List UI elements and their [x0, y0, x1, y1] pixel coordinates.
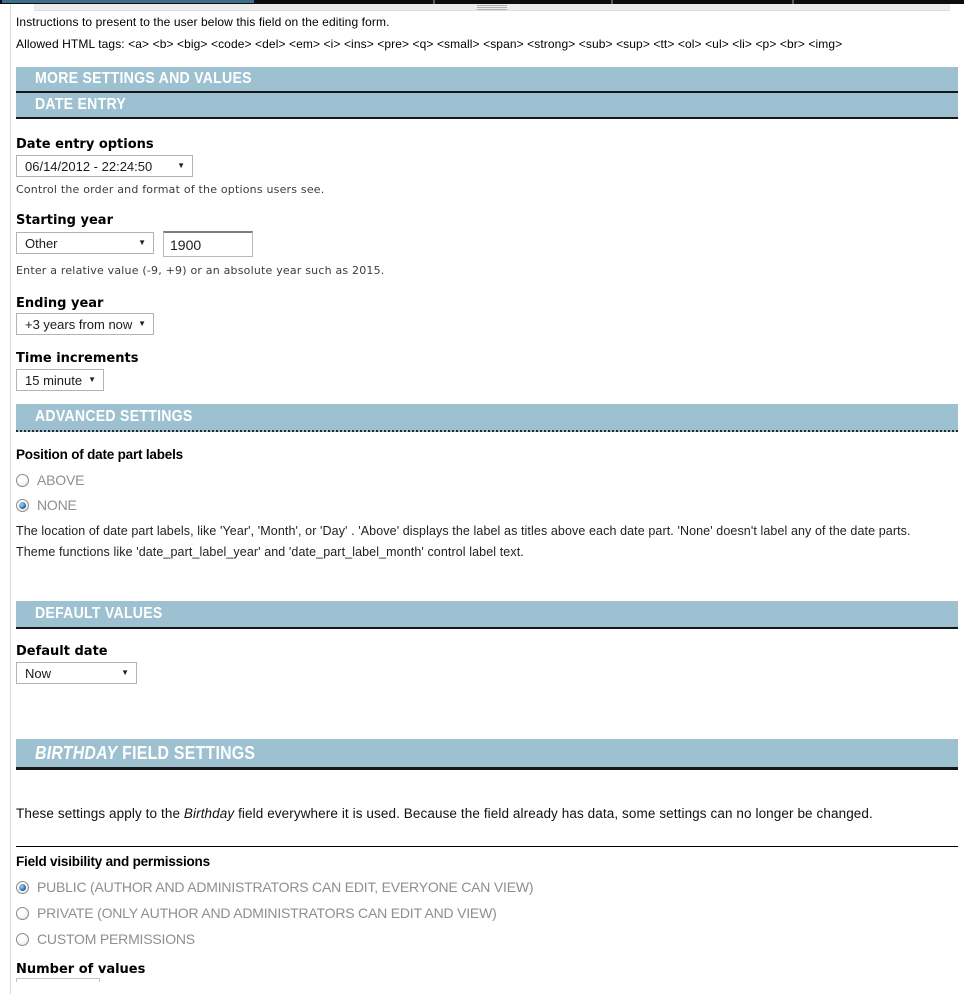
ending-year-label: Ending year: [16, 296, 104, 311]
radio-option-public[interactable]: [16, 879, 958, 895]
time-increments-label: Time increments: [16, 351, 139, 366]
selected-value: 06/14/2012 - 22:24:50: [25, 158, 153, 174]
position-labels-description: [16, 521, 958, 563]
selected-value: Other: [25, 235, 58, 251]
radio-label: PRIVATE (ONLY AUTHOR AND ADMINISTRATORS CAN EDIT AND VIEW): [37, 905, 497, 921]
starting-year-select[interactable]: [16, 232, 154, 254]
date-entry-options-select[interactable]: [16, 155, 193, 177]
radio-label: NONE: [37, 497, 77, 513]
chevron-down-icon: ▼: [121, 668, 129, 677]
section-header-default-values[interactable]: [16, 601, 958, 629]
allowed-html-tags-note: Allowed HTML tags: <a> <b> <big> <code> <del> <em> <i> <ins> <pre> <q> <small> <span> <strong> <sub> <sup> <tt> <ol> <ul> <li> <p> <br> <img>: [16, 37, 843, 51]
section-header-birthday-field-settings[interactable]: [16, 739, 958, 770]
radio-option-none[interactable]: [16, 497, 958, 513]
chevron-down-icon: ▼: [88, 375, 96, 384]
radio-option-custom-permissions[interactable]: [16, 931, 958, 947]
description-line: Theme functions like 'date_part_label_year' and 'date_part_label_month' control label text.: [16, 545, 524, 559]
chevron-down-icon: ▼: [177, 161, 185, 170]
radio-label: CUSTOM PERMISSIONS: [37, 931, 195, 947]
selected-value: 15 minute: [25, 372, 83, 388]
selected-value: +3 years from now: [25, 316, 133, 332]
radio-label: PUBLIC (AUTHOR AND ADMINISTRATORS CAN EDIT, EVERYONE CAN VIEW): [37, 879, 534, 895]
default-date-label: Default date: [16, 644, 108, 659]
position-date-part-labels-label: Position of date part labels: [16, 447, 183, 462]
starting-year-input[interactable]: [163, 231, 253, 257]
section-title: MORE SETTINGS AND VALUES: [35, 70, 252, 87]
section-title: ADVANCED SETTINGS: [35, 408, 193, 425]
chevron-down-icon: ▼: [138, 319, 146, 328]
ending-year-select[interactable]: [16, 313, 154, 335]
radio-label: ABOVE: [37, 472, 85, 488]
section-title: DEFAULT VALUES: [35, 605, 163, 622]
radio-selected-icon[interactable]: [16, 881, 29, 894]
section-header-more-settings[interactable]: [16, 67, 958, 93]
selected-value: Now: [25, 665, 52, 681]
starting-year-description: Enter a relative value (-9, +9) or an absolute year such as 2015.: [16, 264, 385, 277]
default-date-select[interactable]: [16, 662, 137, 684]
number-of-values-label: Number of values: [16, 962, 146, 977]
field-visibility-label: Field visibility and permissions: [16, 854, 210, 869]
radio-icon[interactable]: [16, 907, 29, 920]
field-instructions-note: Instructions to present to the user below this field on the editing form.: [16, 15, 390, 29]
number-of-values-select[interactable]: [16, 978, 100, 982]
description-line: The location of date part labels, like 'Year', 'Month', or 'Day' . 'Above' displays the label as titles above each date part. 'None' doesn't label any of the date parts.: [16, 524, 911, 538]
radio-icon[interactable]: [16, 933, 29, 946]
section-title: BIRTHDAY FIELD SETTINGS: [35, 742, 256, 763]
radio-selected-icon[interactable]: [16, 499, 29, 512]
starting-year-label: Starting year: [16, 213, 113, 228]
section-divider: [16, 846, 958, 847]
fieldset-left-border: [10, 4, 11, 994]
time-increments-select[interactable]: [16, 369, 104, 391]
date-entry-options-label: Date entry options: [16, 137, 154, 152]
radio-option-private[interactable]: [16, 905, 958, 921]
section-header-date-entry[interactable]: [16, 93, 958, 119]
section-title: DATE ENTRY: [35, 96, 127, 113]
radio-option-above[interactable]: [16, 472, 958, 488]
section-header-advanced-settings[interactable]: [16, 404, 958, 432]
radio-icon[interactable]: [16, 474, 29, 487]
chevron-down-icon: ▼: [138, 238, 146, 247]
date-entry-options-description: Control the order and format of the options users see.: [16, 183, 325, 196]
birthday-settings-note: These settings apply to the Birthday field everywhere it is used. Because the field already has data, some settings can no longer be changed.: [16, 806, 873, 821]
strip-end: [964, 0, 968, 4]
